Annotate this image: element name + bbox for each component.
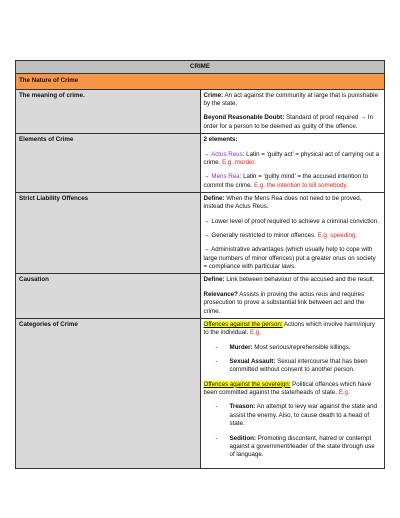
highlighted-heading: Offences against the person: bbox=[203, 320, 283, 328]
highlighted-heading: Offences against the sovereign: bbox=[203, 380, 291, 388]
dash-bullet: - bbox=[215, 357, 218, 365]
definition: Link between behaviour of the accused and the result. bbox=[224, 276, 375, 284]
definition: Sexual intercourse that has been committed without consent to another person. bbox=[229, 357, 368, 374]
row-content bbox=[200, 89, 385, 133]
elements-heading bbox=[204, 136, 382, 144]
actus-reus bbox=[204, 151, 382, 168]
bullet-text bbox=[230, 435, 382, 460]
table-row bbox=[16, 134, 385, 193]
title-row bbox=[16, 61, 385, 74]
table-row bbox=[16, 318, 385, 468]
term: Actus Reus bbox=[211, 150, 243, 158]
definition: When the Mens Rea does not need to be proved, instead the Actus Reus. bbox=[203, 194, 362, 211]
definition: : Latin = ‘guilty act’ = physical act of carrying out a crime. bbox=[203, 150, 380, 166]
definition: Standard of proof required → In order for a person to be deemed as guilty of the offence. bbox=[203, 114, 374, 130]
strict-point bbox=[204, 232, 382, 240]
section-heading: The Nature of Crime bbox=[16, 74, 385, 89]
row-content bbox=[200, 134, 385, 193]
example: E.g. bbox=[249, 329, 261, 337]
definition: An act against the community at large that is punishable by the state. bbox=[203, 91, 378, 108]
example: E.g. the intention to kill somebody. bbox=[254, 181, 348, 189]
term: Sedition: bbox=[229, 434, 256, 442]
term: Beyond Reasonable Doubt: bbox=[203, 114, 285, 122]
strict-point: → Lower level of proof required to achieve a criminal conviction. bbox=[203, 217, 379, 225]
list-item bbox=[204, 435, 382, 460]
causation-relevance bbox=[204, 291, 382, 316]
list-item bbox=[204, 344, 382, 352]
definition: An attempt to levy war against the state and assist the enemy. Also, to cause death to a head of state. bbox=[229, 403, 378, 428]
table-row bbox=[16, 274, 385, 318]
term: Sexual Assault: bbox=[229, 357, 276, 365]
person-offences bbox=[204, 321, 382, 338]
list-item bbox=[204, 403, 382, 428]
row-label: The meaning of crime. bbox=[16, 89, 201, 133]
table-title: CRIME bbox=[16, 61, 385, 74]
example: E.g. bbox=[338, 389, 350, 397]
definition: Promoting discontent, hatred or contempt against a government/leader of the state through use of language. bbox=[229, 434, 375, 459]
dash-bullet: - bbox=[215, 434, 218, 442]
term: Define: bbox=[203, 276, 225, 284]
bullet-text bbox=[230, 403, 382, 428]
table-row bbox=[16, 89, 385, 133]
row-content bbox=[200, 192, 385, 274]
term: Mens Rea bbox=[211, 173, 240, 181]
arrow: → bbox=[203, 150, 212, 158]
list-item bbox=[204, 358, 382, 375]
strict-definition bbox=[204, 195, 382, 212]
row-content bbox=[200, 318, 385, 468]
crime-notes-table bbox=[15, 60, 385, 469]
definition: Assists in proving the actus reus and requires prosecution to prove a substantial link between act and the crime. bbox=[203, 290, 365, 315]
brd-definition bbox=[204, 114, 382, 131]
document-page bbox=[15, 60, 385, 469]
row-label: Elements of Crime bbox=[16, 134, 201, 193]
dash-bullet: - bbox=[215, 403, 218, 411]
term: Crime: bbox=[203, 91, 224, 99]
row-label: Categories of Crime bbox=[16, 318, 201, 468]
term: Relevance? bbox=[203, 290, 238, 298]
row-label: Strict Liability Offences bbox=[16, 192, 201, 274]
sovereign-offences bbox=[204, 381, 382, 398]
example: E.g. murder. bbox=[222, 158, 256, 166]
bullet-text bbox=[230, 344, 382, 352]
row-label: Causation bbox=[16, 274, 201, 318]
definition: Most serious/reprehensible killings. bbox=[252, 343, 351, 351]
definition: Political offences which have been committed against the state/heads of state. bbox=[203, 380, 372, 397]
arrow: → bbox=[203, 173, 212, 181]
table-row bbox=[16, 192, 385, 274]
term: Murder: bbox=[229, 343, 253, 351]
definition: Actions which involve harm/injury to the individual. bbox=[203, 320, 376, 337]
dash-bullet: - bbox=[215, 343, 218, 351]
term: Treason: bbox=[229, 403, 256, 411]
mens-rea bbox=[204, 173, 382, 190]
definition: : Latin = ‘guilty mind’ = the accused intention to commit the crime. bbox=[203, 173, 369, 189]
crime-definition bbox=[204, 92, 382, 109]
bullet-text bbox=[230, 358, 382, 375]
section-row bbox=[16, 74, 385, 89]
strict-point: → Administrative advantages (which usually help to cope with large numbers of minor offences) put a greater onus on society = compliance with particular laws. bbox=[203, 246, 376, 271]
causation-definition bbox=[204, 276, 382, 284]
row-content bbox=[200, 274, 385, 318]
heading-text: 2 elements: bbox=[203, 136, 238, 144]
term: Define: bbox=[203, 194, 225, 202]
example: E.g. speeding. bbox=[317, 232, 358, 240]
point-text: → Generally restricted to minor offences. bbox=[203, 232, 318, 240]
